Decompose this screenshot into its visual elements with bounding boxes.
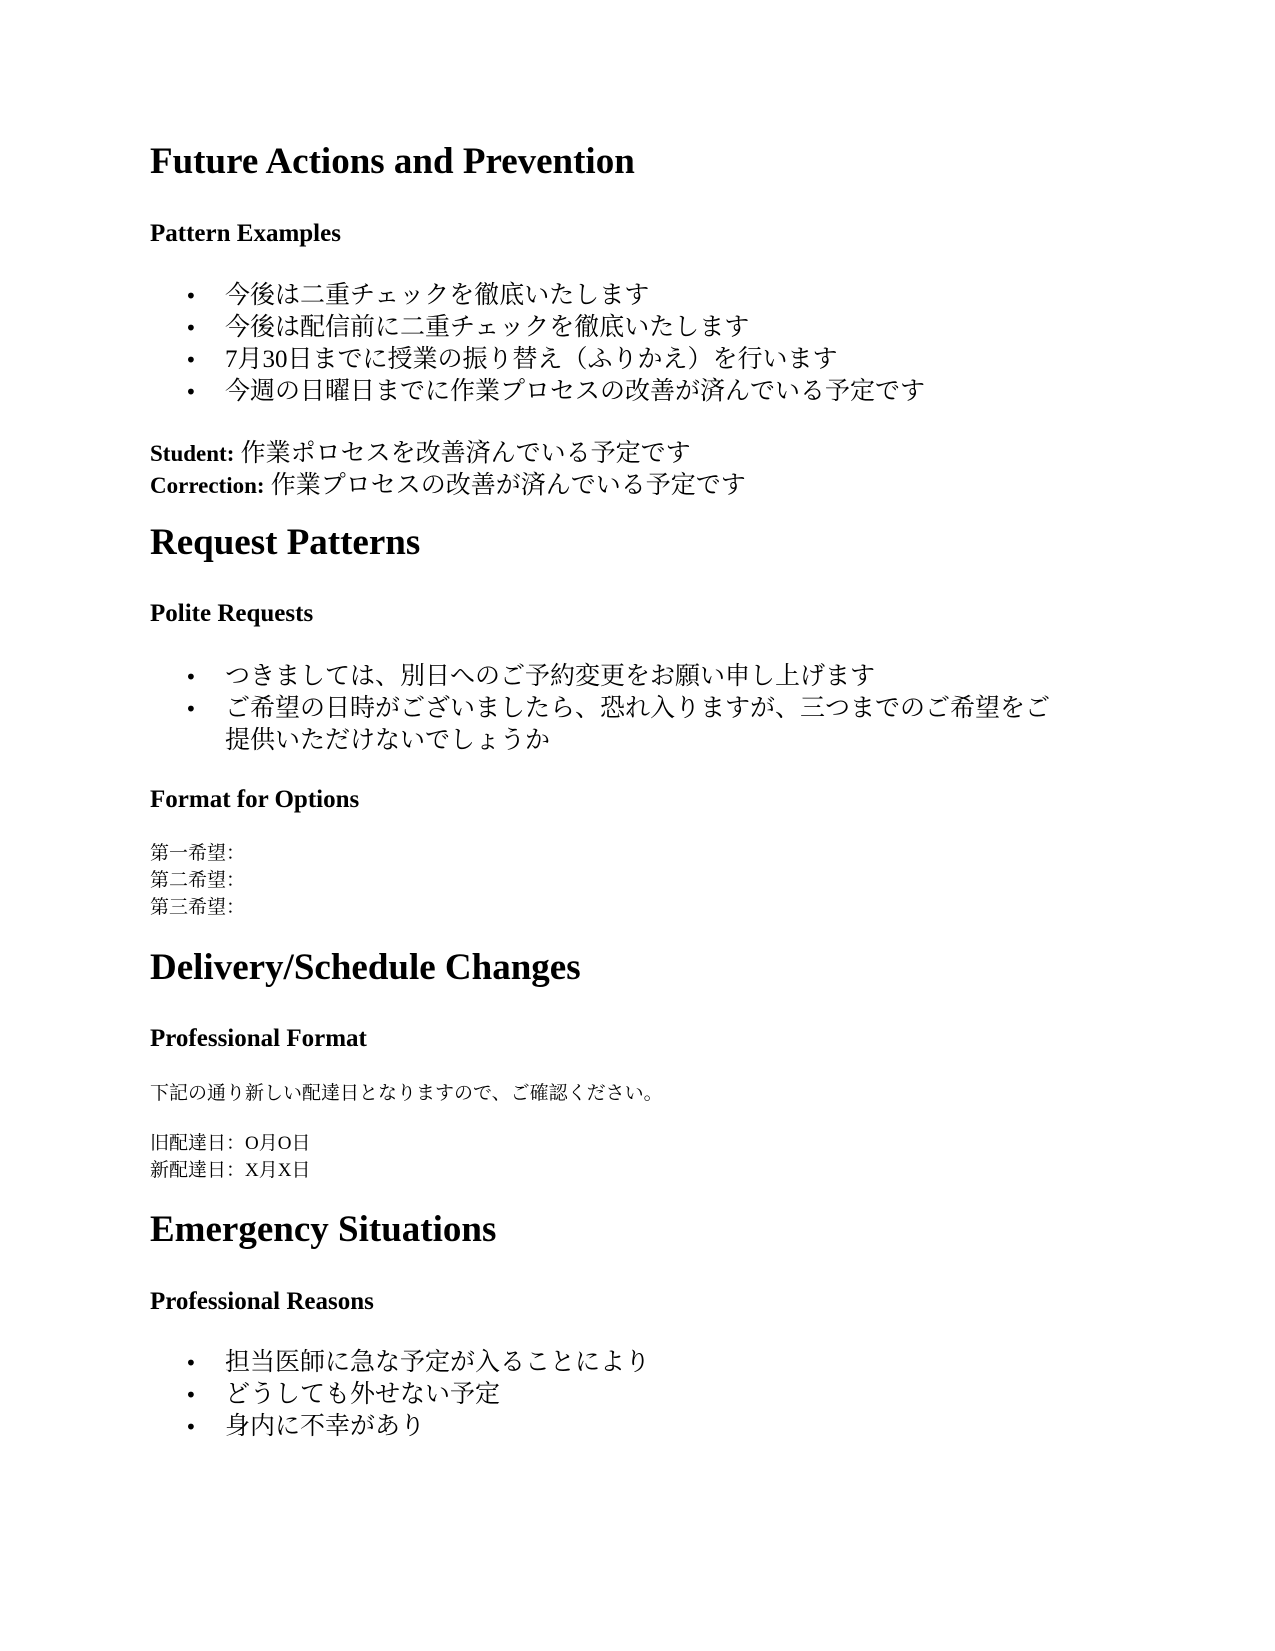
option-line: 第二希望： <box>150 870 246 891</box>
new-date: 新配達日：X月X日 <box>150 1160 311 1181</box>
old-date: 旧配達日：O月O日 <box>150 1133 311 1154</box>
date-lines <box>150 1130 310 1184</box>
student-label: Student: <box>150 441 235 466</box>
list-item: • 今後は配信前に二重チェックを徹底いたします <box>150 312 1125 344</box>
section-subtitle: Professional Reasons <box>150 1288 374 1315</box>
list-item: • 7月30日までに授業の振り替え（ふりかえ）を行います <box>150 344 1125 376</box>
bullet-list <box>150 1347 1125 1443</box>
correction-label: Correction: <box>150 473 265 498</box>
correction-line <box>150 470 746 502</box>
options-list <box>150 840 245 921</box>
section-title: Delivery/Schedule Changes <box>150 947 581 988</box>
list-item: • つきましては、別日へのご予約変更をお願い申し上げます <box>150 661 1125 693</box>
option-line: 第一希望： <box>150 843 246 864</box>
correction-text: 作業プロセスの改善が済んでいる予定です <box>270 472 746 499</box>
intro-text: 下記の通り新しい配達日となりますので、ご確認ください。 <box>150 1083 663 1104</box>
section-title: Request Patterns <box>150 522 421 563</box>
bullet-list <box>150 661 1125 757</box>
section-subtitle: Polite Requests <box>150 600 314 627</box>
section-subtitle: Professional Format <box>150 1025 367 1052</box>
list-item: • 今週の日曜日までに作業プロセスの改善が済んでいる予定です <box>150 376 1125 408</box>
student-text: 作業ポロセスを改善済んでいる予定です <box>240 440 691 467</box>
list-item: • 今後は二重チェックを徹底いたします <box>150 280 1125 312</box>
section-subtitle: Pattern Examples <box>150 220 341 247</box>
section-title: Emergency Situations <box>150 1209 497 1250</box>
option-line: 第三希望： <box>150 897 246 918</box>
bullet-list <box>150 280 1125 408</box>
student-line <box>150 438 691 470</box>
section-title: Future Actions and Prevention <box>150 141 635 182</box>
section-subtitle: Format for Options <box>150 786 360 813</box>
list-item: • ご希望の日時がございましたら、恐れ入りますが、三つまでのご希望をご提供いただけないでしょうか <box>150 693 1055 757</box>
list-item: • 身内に不幸があり <box>150 1411 1125 1443</box>
list-item: • どうしても外せない予定 <box>150 1379 1125 1411</box>
list-item: • 担当医師に急な予定が入ることにより <box>150 1347 1125 1379</box>
